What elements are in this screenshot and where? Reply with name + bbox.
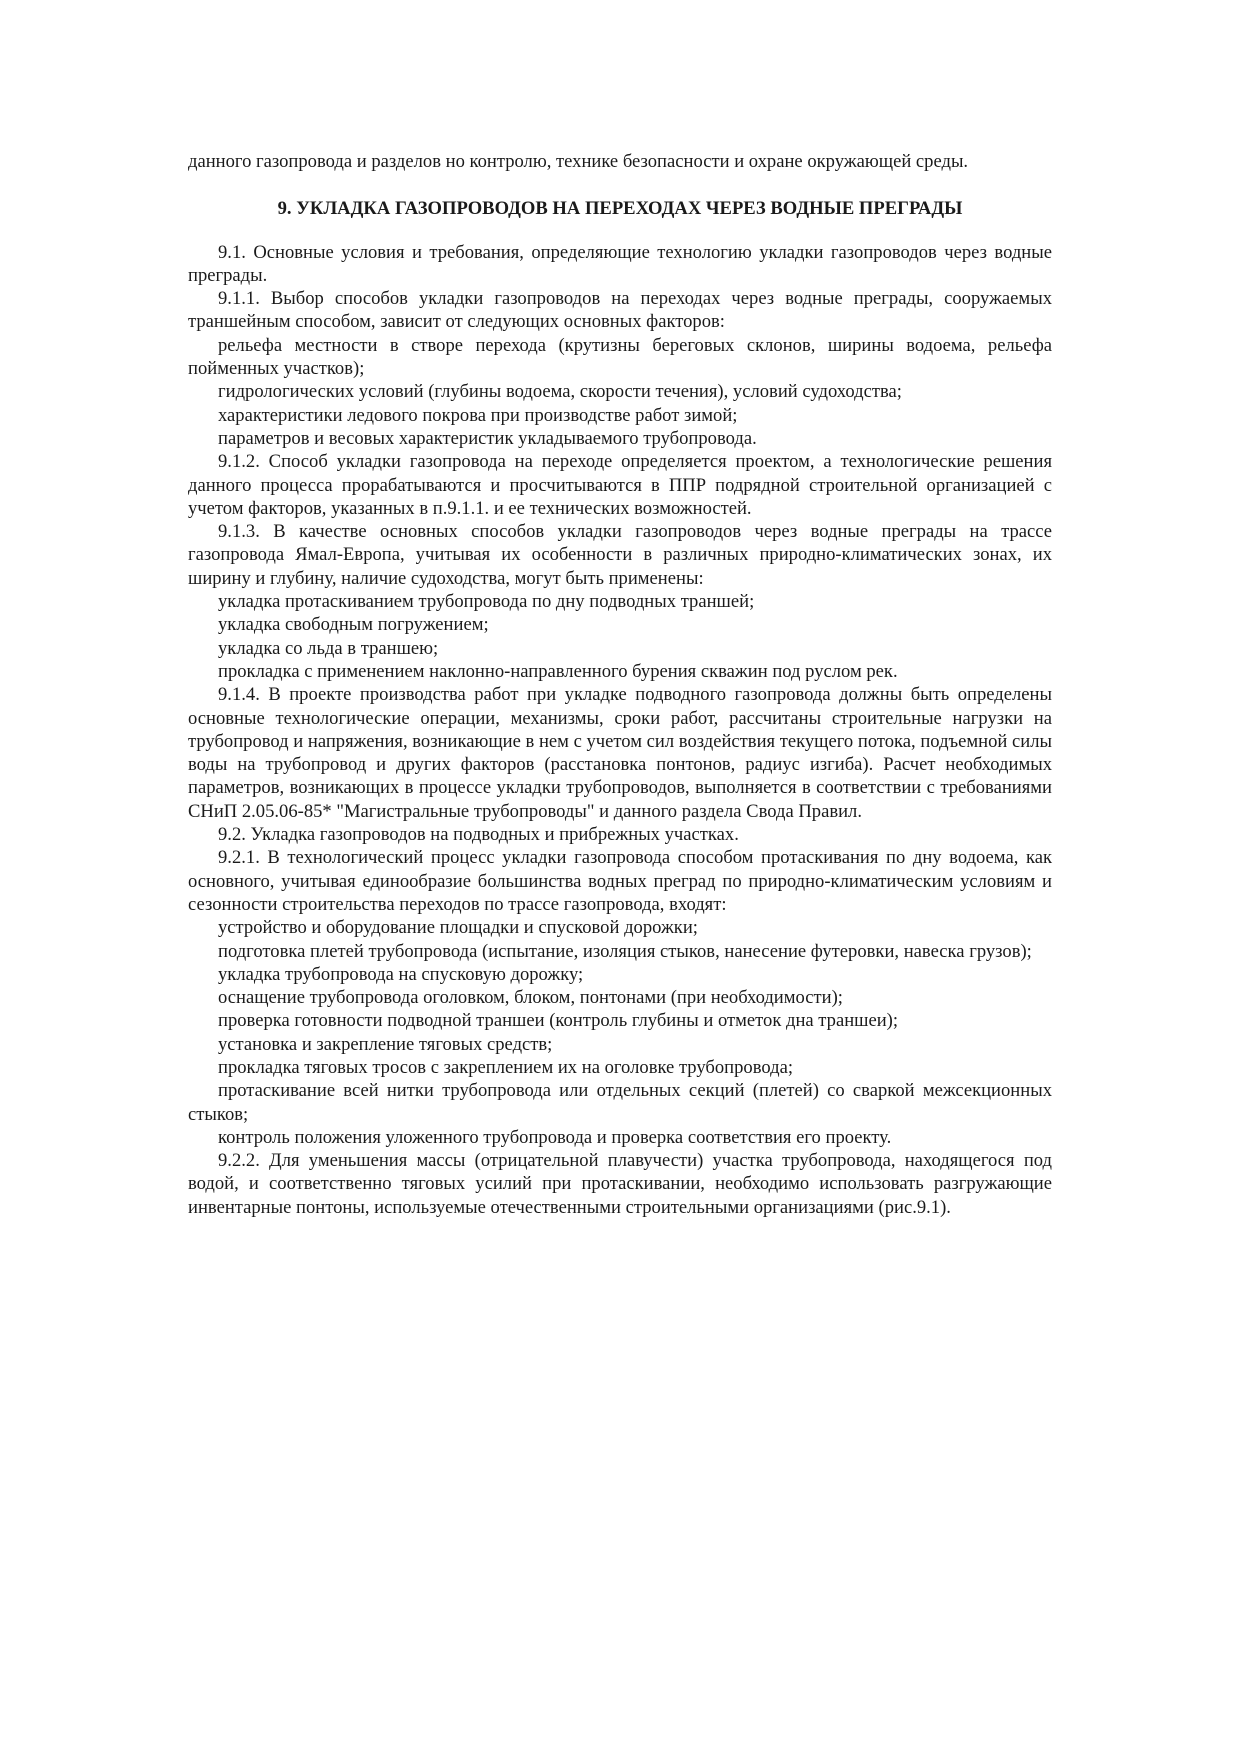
- list-item-pulling: укладка протаскиванием трубопровода по дну подводных траншей;: [218, 591, 755, 613]
- paragraph-9-2: 9.2. Укладка газопроводов на подводных и прибрежных участках.: [218, 824, 739, 846]
- paragraph-9-2-1: 9.2.1. В технологический процесс укладки газопровода способом протаскивания по дну водоема, как основного, учитывая единообразие большинства водных преград по природно-климатическим условиям и сезонности строительства переходов по трассе газопровода, входят:: [188, 847, 1052, 915]
- list-item-position-control: контроль положения уложенного трубопровода и проверка соответствия его проекту.: [218, 1126, 892, 1148]
- list-item-pipe-parameters: параметров и весовых характеристик укладываемого трубопровода.: [218, 427, 757, 449]
- list-item-relief: рельефа местности в створе перехода (крутизны береговых склонов, ширины водоема, рельефа пойменных участков);: [188, 334, 1052, 380]
- list-item-trench-check: проверка готовности подводной траншеи (контроль глубины и отметок дна траншеи);: [218, 1010, 899, 1032]
- lead-paragraph: данного газопровода и разделов но контролю, технике безопасности и охране окружающей среды.: [188, 151, 969, 172]
- list-item-hydrology: гидрологических условий (глубины водоема, скорости течения), условий судоходства;: [218, 381, 902, 403]
- list-item-site-setup: устройство и оборудование площадки и спусковой дорожки;: [218, 917, 698, 939]
- list-item-free-submersion: укладка свободным погружением;: [218, 614, 489, 636]
- list-item-ice-cover: характеристики ледового покрова при производстве работ зимой;: [218, 404, 738, 426]
- list-item-string-preparation: подготовка плетей трубопровода (испытание, изоляция стыков, нанесение футеровки, навеска грузов);: [218, 940, 1032, 962]
- document-body: [188, 150, 1052, 1219]
- list-item-pulling-string: протаскивание всей нитки трубопровода или отдельных секций (плетей) со сваркой межсекционных стыков;: [188, 1080, 1052, 1125]
- paragraph-9-1-1: 9.1.1. Выбор способов укладки газопроводов на переходах через водные преграды, сооружаемых траншейным способом, зависит от следующих основных факторов:: [188, 288, 1052, 333]
- list-item-cable-laying: прокладка тяговых тросов с закреплением их на оголовке трубопровода;: [218, 1056, 793, 1078]
- section-heading: 9. УКЛАДКА ГАЗОПРОВОДОВ НА ПЕРЕХОДАХ ЧЕРЕЗ ВОДНЫЕ ПРЕГРАДЫ: [277, 198, 963, 220]
- paragraph-9-1-2: 9.1.2. Способ укладки газопровода на переходе определяется проектом, а технологические решения данного процесса прорабатываются и просчитываются в ППР подрядной строительной организацией с учетом факторов, указанных в п.9.1.1. и ее технических возможностей.: [188, 451, 1052, 519]
- paragraph-9-1: 9.1. Основные условия и требования, определяющие технологию укладки газопроводов через водные преграды.: [188, 241, 1052, 286]
- list-item-from-ice: укладка со льда в траншею;: [218, 637, 439, 659]
- list-item-launch-track: укладка трубопровода на спусковую дорожку;: [218, 963, 584, 985]
- list-item-directional-drilling: прокладка с применением наклонно-направленного бурения скважин под руслом рек.: [218, 660, 898, 682]
- list-item-equipping: оснащение трубопровода оголовком, блоком, понтонами (при необходимости);: [218, 987, 843, 1009]
- paragraph-9-2-2: 9.2.2. Для уменьшения массы (отрицательной плавучести) участка трубопровода, находящегося под водой, и соответственно тяговых усилий при протаскивании, необходимо использовать разгружающие инвентарные понтоны, используемые отечественными строительными организациями (рис.9.1).: [188, 1150, 1052, 1218]
- paragraph-9-1-4: 9.1.4. В проекте производства работ при укладке подводного газопровода должны быть определены основные технологические операции, механизмы, сроки работ, рассчитаны строительные нагрузки на трубопровод и напряжения, возникающие в нем с учетом сил воздействия текущего потока, подъемной силы воды на трубопровод и других факторов (расстановка понтонов, радиус изгиба). Расчет необходимых параметров, возникающих в процессе укладки трубопроводов, выполняется в соответствии с требованиями СНиП 2.05.06-85* "Магистральные трубопроводы" и данного раздела Свода Правил.: [188, 684, 1052, 822]
- list-item-traction-setup: установка и закрепление тяговых средств;: [218, 1033, 553, 1055]
- paragraph-9-1-3: 9.1.3. В качестве основных способов укладки газопроводов через водные преграды на трассе газопровода Ямал-Европа, учитывая их особенности в различных природно-климатических зонах, их ширину и глубину, наличие судоходства, могут быть применены:: [188, 521, 1052, 589]
